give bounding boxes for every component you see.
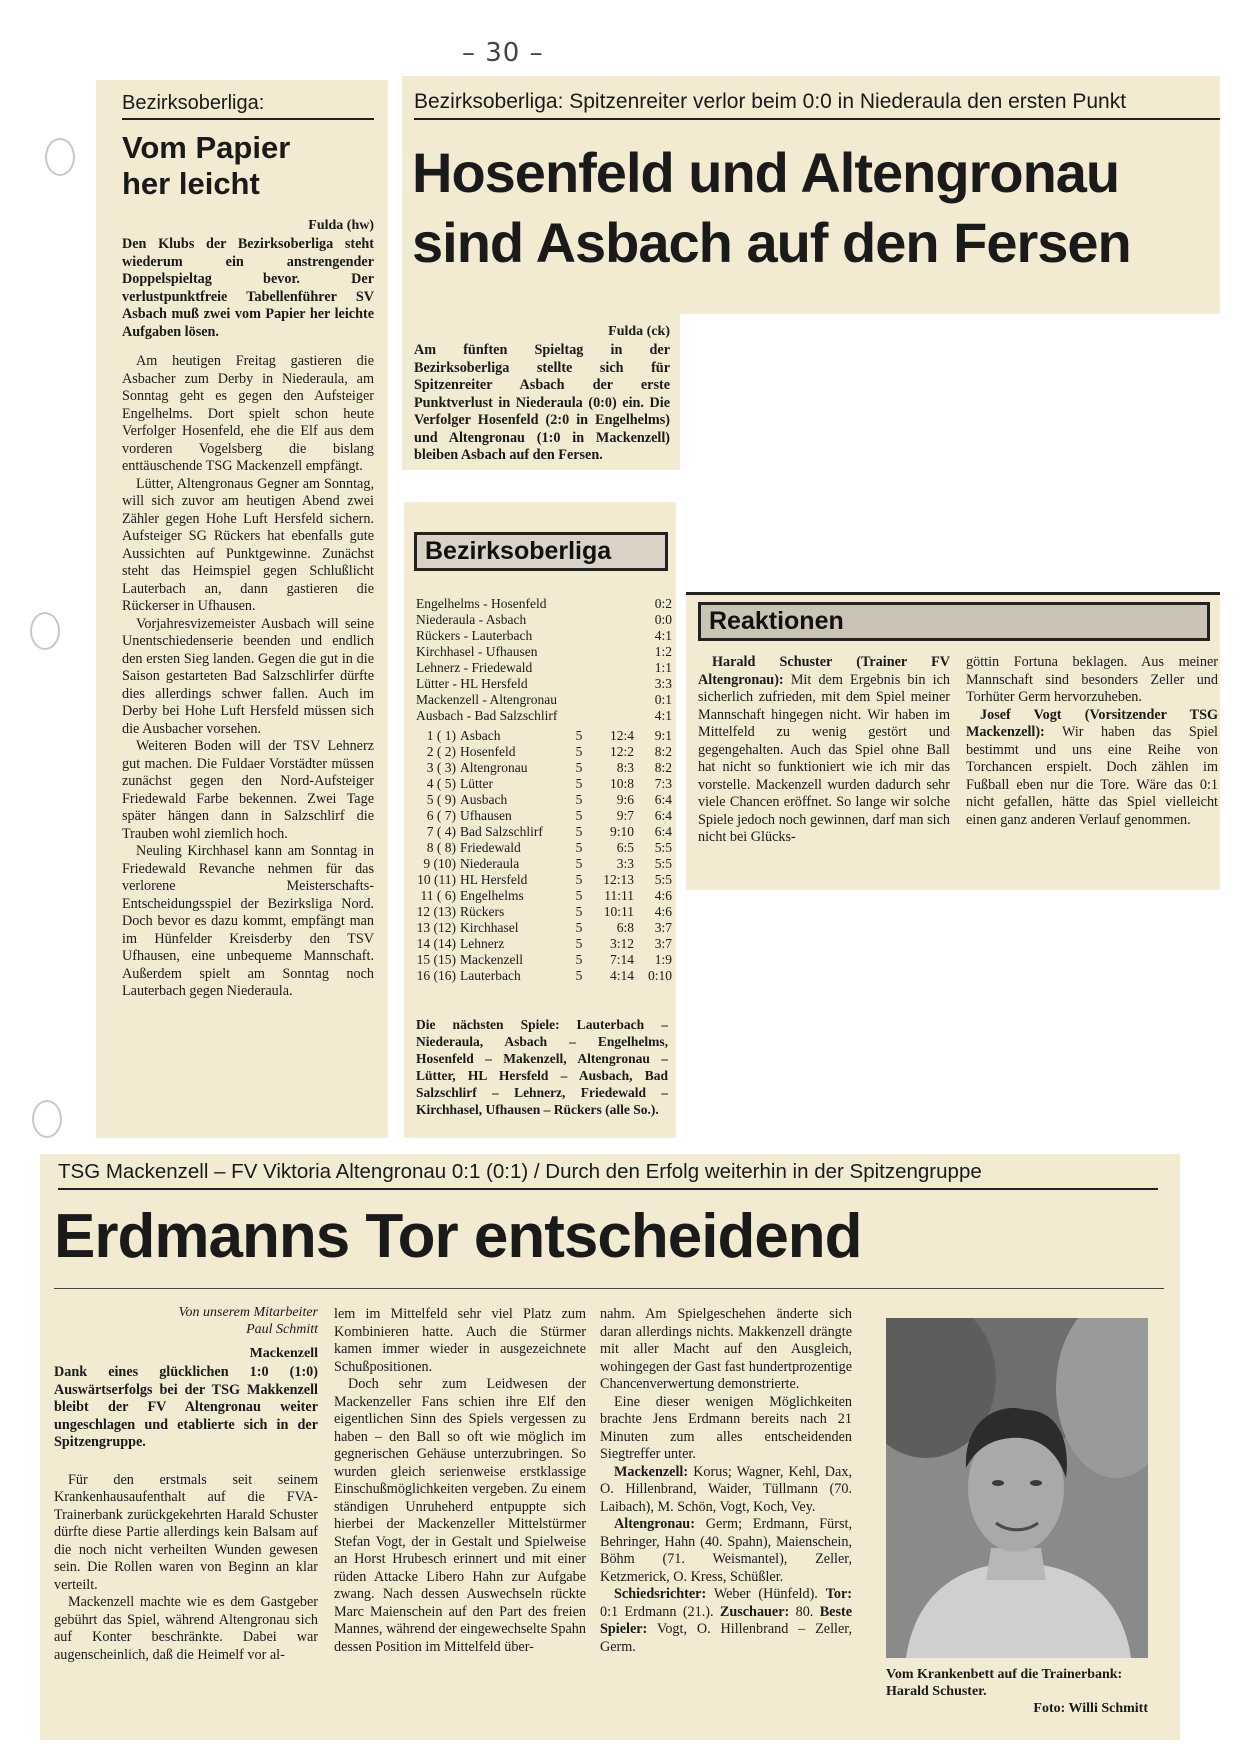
table-games: 5 — [575, 760, 583, 775]
table-team: Lütter — [460, 776, 493, 791]
reaktionen-box — [686, 592, 1220, 890]
table-points: 5:5 — [654, 856, 672, 871]
result-row — [416, 644, 672, 660]
bottom-rule — [54, 1288, 1164, 1289]
table-team: Lauterbach — [460, 968, 521, 983]
left-body — [122, 353, 374, 1001]
table-games: 5 — [575, 856, 583, 871]
table-points: 4:6 — [654, 888, 672, 903]
table-position: 13 (12) — [416, 920, 456, 935]
table-points: 8:2 — [654, 744, 672, 759]
goal: 0:1 Erdmann (21.). — [600, 1603, 720, 1620]
reaktionen-quote-1-cont: göttin Fortuna beklagen. Aus meiner Mannschaft sind besonders Zeller und Torhüter Germ hervorzuheben. — [966, 654, 1218, 705]
results-list — [416, 596, 672, 724]
table-goals: 9:6 — [616, 792, 634, 807]
table-games: 5 — [575, 952, 583, 967]
league-table — [416, 728, 672, 984]
main-headline-line-2: sind Asbach auf den Fersen — [412, 211, 1131, 274]
results-box — [404, 502, 676, 1138]
table-points: 0:10 — [647, 968, 672, 983]
punch-hole — [32, 1100, 62, 1138]
result-match: Lütter - HL Hersfeld — [416, 676, 528, 691]
best-players: Vogt, O. Hillenbrand – Zeller, Germ. — [600, 1621, 852, 1655]
reaktionen-quote-1: Mit dem Ergebnis bin ich sicherlich zufrieden, mit dem Spiel meiner Mannschaft hingegen nicht. Wir haben im Mittelfeld zu wenig gestört und gegengehalten. Auch das Spiel ohne Ball hat nicht so funktioniert wie ich mir das vorstelle. Mackenzell wurden dadurch sehr viele Chancen eröffnet. So lange wir solche Spiele jedoch noch gewinnen, darf man sich nicht bei Glücks- — [698, 671, 950, 845]
bottom-lead: Dank eines glücklichen 1:0 (1:0) Auswärtserfolgs bei der TSG Makkenzell bleibt der FV Altengronau weiter ungeschlagen und etablierte sich in der Spitzengruppe. — [54, 1364, 318, 1450]
referee: Weber (Hünfeld). — [706, 1586, 826, 1602]
photo-harald-schuster — [886, 1318, 1148, 1658]
bottom-kicker: TSG Mackenzell – FV Viktoria Altengronau 0:1 (0:1) / Durch den Erfolg weiterhin in der Spitzengruppe — [58, 1160, 1158, 1190]
bottom-col-2 — [334, 1306, 586, 1656]
crowd: 80. — [789, 1603, 820, 1620]
reaktionen-col-2 — [966, 654, 1218, 829]
reaktionen-quote-2: Wir haben das Spiel bestimmt und uns eine Reihe von Torchancen erspielt. Doch zählen im Fußball eben nur die Tore. Wäre das 0:1 nicht gefallen, hätte das Spiel vielleicht einen ganz anderen Verlauf genommen. — [966, 724, 1218, 828]
table-row — [416, 920, 672, 936]
byline-role: Von unserem Mitarbeiter — [178, 1305, 318, 1320]
table-goals: 3:12 — [609, 936, 634, 951]
next-games: Die nächsten Spiele: Lauterbach – Niederaula, Asbach – Engelhelms, Hosenfeld – Makenzell, Altengronau – Lütter, HL Hersfeld – Ausbach, Bad Salzschlirf – Lehnerz, Friedewald – Kirchhasel, Ufhausen – Rückers (alle So.). — [416, 1017, 668, 1117]
result-match: Rückers - Lauterbach — [416, 628, 533, 643]
byline — [54, 1304, 318, 1338]
portrait-image — [886, 1318, 1148, 1658]
bottom-paragraph: lem im Mittelfeld sehr viel Platz zum Kombinieren hatte. Auch die Stürmer kamen immer wieder in ausgezeichnete Schußpositionen. — [334, 1306, 586, 1375]
table-row — [416, 904, 672, 920]
byline-author: Paul Schmitt — [246, 1322, 318, 1337]
table-row — [416, 728, 672, 744]
reaktionen-title: Reaktionen — [698, 602, 1210, 641]
table-games: 5 — [575, 904, 583, 919]
crowd-label: Zuschauer: — [719, 1603, 790, 1620]
result-score: 0:1 — [654, 692, 672, 707]
table-points: 6:4 — [654, 824, 672, 839]
main-dateline: Fulda (ck) — [608, 324, 670, 339]
table-goals: 8:3 — [616, 760, 634, 775]
table-points: 6:4 — [654, 808, 672, 823]
left-paragraph: Lütter, Altengronaus Gegner am Sonntag, will sich zuvor am heutigen Abend zwei Zähler gegen Hohe Luft Hersfeld sichern. Aufsteiger SG Rückers hat ebenfalls gute Aussichten auf Punktgewinne. Zunächst steht das Heimspiel gegen Schlußlicht Lauterbach an, dann gastieren die Rückerser in Ufhausen. — [122, 475, 374, 614]
table-team: Rückers — [460, 904, 505, 919]
table-team: Asbach — [460, 728, 501, 743]
table-games: 5 — [575, 728, 583, 743]
table-goals: 11:11 — [604, 888, 634, 903]
best-players-label: Beste Spieler: — [600, 1603, 852, 1637]
table-row — [416, 776, 672, 792]
table-games: 5 — [575, 808, 583, 823]
table-games: 5 — [575, 920, 583, 935]
photo-caption: Vom Krankenbett auf die Trainerbank: Harald Schuster. — [886, 1667, 1123, 1699]
result-match: Mackenzell - Altengronau — [416, 692, 557, 707]
table-row — [416, 744, 672, 760]
table-position: 5 ( 9) — [426, 792, 456, 807]
result-row — [416, 708, 672, 724]
left-article — [96, 80, 388, 1138]
bottom-paragraph: nahm. Am Spielgeschehen änderte sich daran allerdings nichts. Makkenzell drängte mit aller Macht auf den Ausgleich, wohingegen der Gast fast hundertprozentige Chancenverwertung demonstrierte. — [600, 1306, 852, 1392]
table-position: 2 ( 2) — [426, 744, 456, 759]
table-row — [416, 888, 672, 904]
reaktionen-col-1 — [698, 654, 950, 847]
table-team: Friedewald — [460, 840, 521, 855]
reaktionen-speaker-1: Harald Schuster (Trainer FV Altengronau): — [698, 654, 950, 688]
reaktionen-title-wrap — [698, 602, 1210, 641]
reaktionen-speaker-2: Josef Vogt (Vorsitzender TSG Mackenzell): — [966, 706, 1218, 740]
table-games: 5 — [575, 872, 583, 887]
bottom-paragraph: Für den erstmals seit seinem Krankenhausaufenthalt auf die FVA-Trainerbank zurückgekehrten Harald Schuster dürfte diese Partie allerdings kein Balsam auf die noch nicht verheilten Wunden gewesen sein. Die Rollen waren von Beginn an klar verteilt. — [54, 1471, 318, 1593]
table-team: Bad Salzschlirf — [460, 824, 543, 839]
table-goals: 12:2 — [609, 744, 634, 759]
result-score: 4:1 — [654, 708, 672, 723]
page-number-handwritten: – 30 – — [462, 38, 544, 68]
table-row — [416, 808, 672, 824]
table-points: 3:7 — [654, 936, 672, 951]
result-row — [416, 660, 672, 676]
table-points: 6:4 — [654, 792, 672, 807]
result-score: 0:2 — [654, 596, 672, 611]
table-team: Engelhelms — [460, 888, 524, 903]
bottom-col-1 — [54, 1304, 318, 1664]
left-paragraph: Neuling Kirchhasel kann am Sonntag in Friedewald Revanche nehmen für das verlorene Meisterschafts-Entscheidungsspiel der Bezirksliga Nord. Doch bevor es dazu kommt, empfängt man im Hünfelder Kreisderby den TSV Ufhausen, eine unbequeme Mannschaft. Außerdem spielt am Sonntag noch Lauterbach gegen Niederaula. — [122, 843, 374, 999]
results-title: Bezirksoberliga — [414, 532, 668, 571]
main-headline-line-1: Hosenfeld und Altengronau — [412, 141, 1120, 204]
table-games: 5 — [575, 840, 583, 855]
table-goals: 6:8 — [616, 920, 634, 935]
left-paragraph: Vorjahresvizemeister Ausbach will seine Unentschiedenserie beenden und endlich den ersten Sieg landen. Gegen die gut in die Saison gestarteten Bad Salzschlirfer dürfte dies allerdings schwer fallen. Auch im Derby bei Hohe Luft Hersfeld müssen sich die Ausbacher vorsehen. — [122, 615, 374, 737]
table-points: 3:7 — [654, 920, 672, 935]
lineup-mackenzell-label: Mackenzell: — [614, 1463, 689, 1480]
result-match: Kirchhasel - Ufhausen — [416, 644, 538, 659]
table-games: 5 — [575, 888, 583, 903]
bottom-paragraph: Mackenzell machte wie es dem Gastgeber gebührt das Spiel, während Altengronau sich auf Konter beschränkte. Dabei war augenscheinlich, daß die Heimelf vor al- — [54, 1594, 318, 1663]
table-goals: 9:10 — [609, 824, 634, 839]
result-row — [416, 612, 672, 628]
left-headline — [122, 130, 374, 202]
table-goals: 6:5 — [616, 840, 634, 855]
table-games: 5 — [575, 776, 583, 791]
table-position: 8 ( 8) — [426, 840, 456, 855]
table-team: Ausbach — [460, 792, 508, 807]
table-points: 5:5 — [654, 872, 672, 887]
table-row — [416, 840, 672, 856]
lineup-altengronau-label: Altengronau: — [614, 1516, 695, 1532]
table-row — [416, 968, 672, 984]
left-paragraph: Am heutigen Freitag gastieren die Asbacher zum Derby in Niederaula, am Sonntag geht es gegen den Aufsteiger Engelhelms. Dort spielt schon heute Verfolger Hosenfeld, ehe die Elf aus dem vorderen Vogelsberg die bislang enttäuschende TSG Mackenzell empfängt. — [122, 353, 374, 474]
main-lead-box — [402, 314, 680, 470]
table-points: 7:3 — [654, 776, 672, 791]
table-row — [416, 936, 672, 952]
main-headline — [412, 138, 1220, 278]
table-games: 5 — [575, 824, 583, 839]
bottom-article — [40, 1154, 1180, 1740]
table-points: 5:5 — [654, 840, 672, 855]
bottom-col-1-body — [54, 1472, 318, 1665]
table-team: HL Hersfeld — [460, 872, 528, 887]
table-row — [416, 760, 672, 776]
table-goals: 9:7 — [616, 808, 634, 823]
table-position: 12 (13) — [416, 904, 456, 919]
table-position: 14 (14) — [416, 936, 456, 951]
table-position: 10 (11) — [417, 872, 456, 887]
table-team: Niederaula — [460, 856, 520, 871]
bottom-col-3 — [600, 1306, 852, 1656]
result-match: Ausbach - Bad Salzschlirf — [416, 708, 558, 723]
table-position: 15 (15) — [416, 952, 456, 967]
table-position: 1 ( 1) — [426, 728, 456, 743]
bottom-paragraph: Doch sehr zum Leidwesen der Mackenzeller Fans schien ihre Elf den eigentlichen Sinn des Spiels vergessen zu haben – den Ball so oft wie möglich im gegnerischen Gehäuse unterzubringen. So wurden gleich serienweise erstklassige Einschußmöglichkeiten vergeben. Zu einem ständigen Unruheherd entpuppte sich hierbei der Mackenzeller Mittelstürmer Stefan Vogt, der in Gestalt und Spielweise an Horst Hrubesch erinnert und mit einer rüden Attacke Libero Hahn zur Aufgabe zwang. Nach dessen Auswechseln rückte Marc Maienschein auf den Part des freien Mannes, während der eingewechselte Spahn dessen Position im Mittelfeld über- — [334, 1376, 586, 1655]
result-row — [416, 692, 672, 708]
table-goals: 10:8 — [609, 776, 634, 791]
table-team: Mackenzell — [460, 952, 523, 967]
result-row — [416, 676, 672, 692]
bottom-dateline: Mackenzell — [249, 1346, 318, 1361]
table-goals: 12:4 — [609, 728, 634, 743]
table-games: 5 — [575, 968, 583, 983]
bottom-paragraph: Eine dieser wenigen Möglichkeiten brachte Jens Erdmann bereits nach 21 Minuten zum alles entscheidenden Siegtreffer unter. — [600, 1393, 852, 1462]
table-goals: 7:14 — [609, 952, 634, 967]
result-match: Engelhelms - Hosenfeld — [416, 596, 547, 611]
table-games: 5 — [575, 744, 583, 759]
left-kicker: Bezirksoberliga: — [122, 92, 374, 120]
table-games: 5 — [575, 792, 583, 807]
left-headline-line-1: Vom Papier — [122, 130, 291, 165]
table-goals: 12:13 — [603, 872, 634, 887]
result-match: Lehnerz - Friedewald — [416, 660, 533, 675]
table-position: 6 ( 7) — [426, 808, 456, 823]
table-position: 16 (16) — [416, 968, 456, 983]
photo-credit: Foto: Willi Schmitt — [1033, 1701, 1148, 1716]
table-points: 9:1 — [654, 728, 672, 743]
main-lead: Am fünften Spieltag in der Bezirksoberliga stellte sich für Spitzenreiter Asbach der erste Punktverlust in Niederaula (0:0) ein. Die Verfolger Hosenfeld (2:0 in Engelhelms) und Altengronau (1:0 in Mackenzell) bleiben Asbach auf den Fersen. — [414, 342, 670, 463]
punch-hole — [30, 612, 60, 650]
result-score: 1:2 — [654, 644, 672, 659]
table-position: 9 (10) — [423, 856, 456, 871]
table-goals: 4:14 — [609, 968, 634, 983]
left-dateline: Fulda (hw) — [308, 218, 374, 233]
result-match: Niederaula - Asbach — [416, 612, 527, 627]
result-row — [416, 596, 672, 612]
table-team: Kirchhasel — [460, 920, 519, 935]
reaktionen-rule — [686, 592, 1220, 595]
table-team: Lehnerz — [460, 936, 505, 951]
result-score: 3:3 — [654, 676, 672, 691]
punch-hole — [45, 138, 75, 176]
table-points: 1:9 — [654, 952, 672, 967]
table-games: 5 — [575, 936, 583, 951]
left-headline-line-2: her leicht — [122, 166, 260, 201]
table-points: 4:6 — [654, 904, 672, 919]
photo-caption-wrap — [886, 1666, 1148, 1717]
table-row — [416, 872, 672, 888]
table-points: 8:2 — [654, 760, 672, 775]
goal-label: Tor: — [825, 1586, 852, 1602]
table-row — [416, 792, 672, 808]
left-lead: Den Klubs der Bezirksoberliga steht wiederum ein anstrengender Doppelspieltag bevor. Der verlustpunktfreie Tabellenführer SV Asbach muß zwei vom Papier her leichte Aufgaben lösen. — [122, 236, 374, 340]
table-row — [416, 856, 672, 872]
result-score: 1:1 — [654, 660, 672, 675]
table-team: Ufhausen — [460, 808, 512, 823]
table-position: 7 ( 4) — [426, 824, 456, 839]
bottom-headline: Erdmanns Tor entscheidend — [54, 1202, 862, 1271]
table-position: 3 ( 3) — [426, 760, 456, 775]
table-goals: 3:3 — [616, 856, 634, 871]
table-position: 4 ( 5) — [426, 776, 456, 791]
table-team: Hosenfeld — [460, 744, 516, 759]
table-position: 11 ( 6) — [420, 888, 456, 903]
result-score: 0:0 — [654, 612, 672, 627]
referee-label: Schiedsrichter: — [614, 1586, 707, 1602]
left-paragraph: Weiteren Boden will der TSV Lehnerz gut machen. Die Fuldaer Vorstädter müssen zunächst gegen den Nord-Aufsteiger Friedewald Farbe bekennen. Zwei Tage später hängen dann in Salzschlirf die Trauben wohl ziemlich hoch. — [122, 738, 374, 842]
table-row — [416, 824, 672, 840]
table-team: Altengronau — [460, 760, 528, 775]
lineup-mackenzell: Korus; Wagner, Kehl, Dax, O. Hillenbrand, Waider, Tüllmann (70. Laibach), M. Schön, Vogt, Koch, Vey. — [600, 1463, 852, 1515]
table-row — [416, 952, 672, 968]
result-row — [416, 628, 672, 644]
main-kicker: Bezirksoberliga: Spitzenreiter verlor beim 0:0 in Niederaula den ersten Punkt — [414, 90, 1220, 120]
table-goals: 10:11 — [603, 904, 634, 919]
result-score: 4:1 — [654, 628, 672, 643]
results-title-wrap — [414, 532, 668, 571]
lineup-altengronau: Germ; Erdmann, Fürst, Behringer, Hahn (40. Spahn), Maienschein, Böhm (71. Weismantel), Zeller, Ketzmerick, O. Kress, Schüßler. — [600, 1516, 852, 1585]
main-article — [402, 76, 1220, 314]
